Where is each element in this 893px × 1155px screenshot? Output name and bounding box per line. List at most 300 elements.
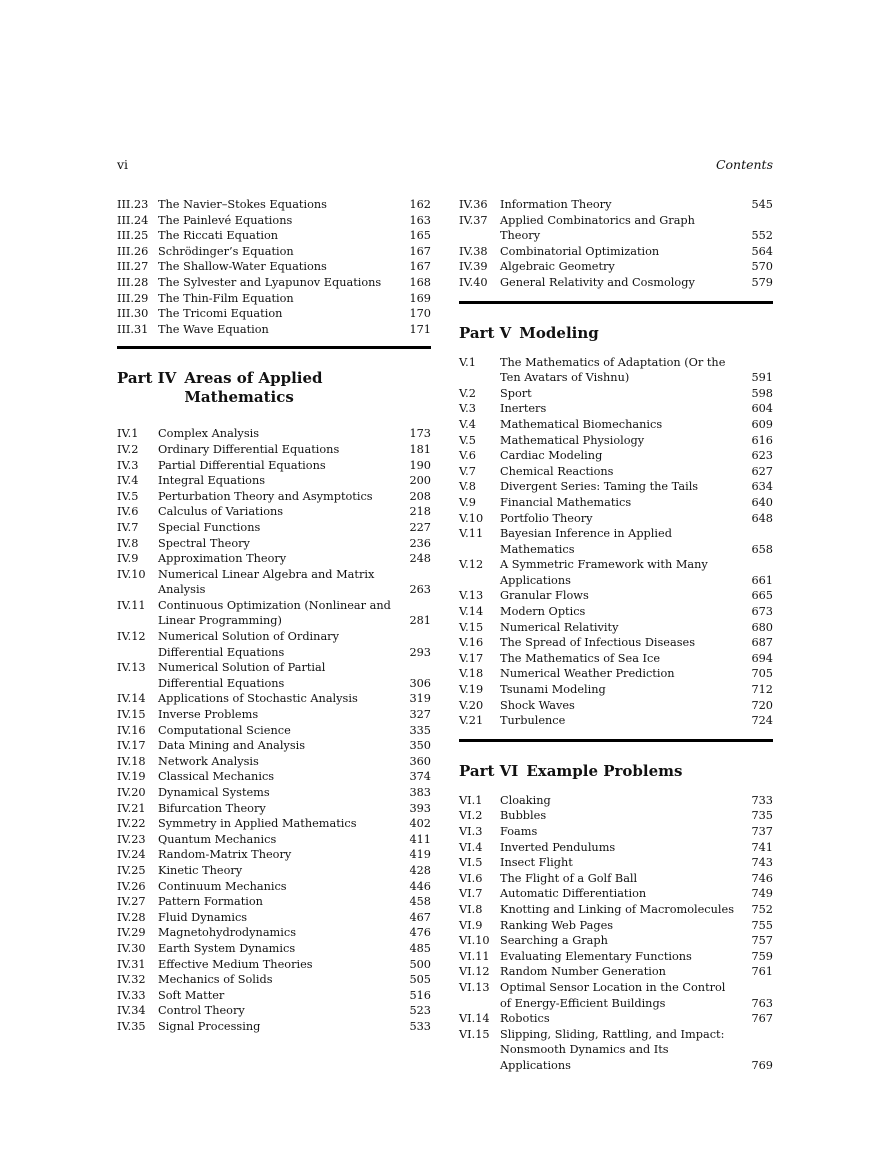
- toc-entry: [459, 259, 773, 275]
- entry-page: 476: [409, 926, 431, 940]
- entry-page: 500: [409, 957, 431, 971]
- entry-page: 293: [409, 645, 431, 659]
- entry-number: V.8: [459, 480, 476, 494]
- entry-number: IV.1: [117, 427, 139, 441]
- entry-title: Sport: [500, 386, 532, 400]
- entry-number: V.20: [459, 698, 484, 712]
- entry-page: 335: [409, 723, 431, 737]
- entry-title: Mechanics of Solids: [158, 973, 273, 987]
- toc-entry: [117, 847, 431, 863]
- part-iii-tail-list: [117, 197, 431, 337]
- entry-page: 552: [751, 229, 773, 243]
- entry-title: The Tricomi Equation: [158, 307, 283, 321]
- entry-number: III.28: [117, 275, 149, 289]
- toc-entry: [117, 894, 431, 910]
- entry-title: A Symmetric Framework with Many Applications: [500, 558, 708, 587]
- entry-page: 640: [751, 495, 773, 509]
- entry-number: III.26: [117, 244, 149, 258]
- toc-entry: [117, 458, 431, 474]
- entry-number: IV.34: [117, 1004, 146, 1018]
- entry-title: Applied Combinatorics and Graph Theory: [500, 213, 695, 243]
- toc-entry: [459, 588, 773, 604]
- toc-entry: [117, 504, 431, 520]
- toc-entry: [459, 698, 773, 714]
- entry-title: Random-Matrix Theory: [158, 848, 292, 862]
- toc-entry: [117, 629, 431, 660]
- entry-page: 168: [409, 275, 431, 289]
- entry-page: 763: [751, 996, 773, 1010]
- entry-number: IV.31: [117, 957, 146, 971]
- entry-title: Inverted Pendulums: [500, 840, 616, 854]
- entry-page: 694: [751, 651, 773, 665]
- entry-title: Knotting and Linking of Macromolecules: [500, 902, 735, 916]
- entry-page: 350: [409, 739, 431, 753]
- entry-title: Calculus of Variations: [158, 505, 284, 519]
- entry-number: IV.23: [117, 832, 146, 846]
- toc-entry: [117, 275, 431, 291]
- entry-number: IV.13: [117, 661, 146, 675]
- toc-entry: [117, 213, 431, 229]
- entry-page: 533: [409, 1019, 431, 1033]
- entry-number: IV.28: [117, 910, 146, 924]
- toc-entry: [459, 557, 773, 588]
- entry-page: 767: [751, 1012, 773, 1026]
- entry-page: 648: [751, 511, 773, 525]
- entry-page: 319: [409, 692, 431, 706]
- toc-entry: [459, 682, 773, 698]
- entry-number: IV.2: [117, 442, 139, 456]
- entry-title: Continuum Mechanics: [158, 879, 287, 893]
- entry-page: 609: [751, 417, 773, 431]
- entry-title: The Navier–Stokes Equations: [158, 198, 327, 211]
- entry-page: 360: [409, 754, 431, 768]
- entry-page: 749: [751, 887, 773, 901]
- toc-entry: [459, 511, 773, 527]
- entry-page: 393: [409, 801, 431, 815]
- toc-entry: [459, 902, 773, 918]
- toc-entry: [117, 520, 431, 536]
- entry-number: V.13: [459, 589, 484, 603]
- entry-number: IV.24: [117, 848, 146, 862]
- entry-number: IV.35: [117, 1019, 146, 1033]
- entry-number: V.9: [459, 495, 476, 509]
- entry-number: IV.16: [117, 723, 146, 737]
- entry-page: 263: [409, 583, 431, 597]
- toc-entry: [117, 910, 431, 926]
- entry-number: VI.12: [459, 965, 490, 979]
- entry-title: Information Theory: [500, 198, 612, 211]
- entry-title: Earth System Dynamics: [158, 941, 296, 955]
- entry-number: V.18: [459, 667, 484, 681]
- entry-page: 673: [751, 605, 773, 619]
- entry-number: IV.27: [117, 895, 146, 909]
- entry-page: 661: [751, 573, 773, 587]
- entry-title: Inerters: [500, 402, 547, 416]
- entry-title: Computational Science: [158, 723, 291, 737]
- section-rule: [459, 739, 773, 742]
- entry-title: Bubbles: [500, 809, 547, 823]
- entry-number: VI.6: [459, 871, 483, 885]
- entry-page: 741: [751, 840, 773, 854]
- toc-entry: [459, 275, 773, 291]
- entry-title: General Relativity and Cosmology: [500, 275, 695, 289]
- entry-title: The Shallow-Water Equations: [158, 260, 327, 274]
- entry-number: IV.3: [117, 458, 139, 472]
- entry-number: VI.14: [459, 1012, 490, 1026]
- toc-entry: [117, 972, 431, 988]
- entry-page: 735: [751, 809, 773, 823]
- entry-title: The Flight of a Golf Ball: [500, 871, 638, 885]
- toc-entry: [117, 707, 431, 723]
- entry-title: Combinatorial Optimization: [500, 244, 660, 258]
- toc-entry: [117, 769, 431, 785]
- entry-number: V.10: [459, 511, 484, 525]
- entry-title: Data Mining and Analysis: [158, 739, 306, 753]
- entry-page: 170: [409, 307, 431, 321]
- entry-title: Integral Equations: [158, 474, 266, 488]
- entry-title: Evaluating Elementary Functions: [500, 949, 692, 963]
- entry-page: 162: [409, 198, 431, 211]
- page-number: vi: [117, 157, 129, 172]
- entry-page: 236: [409, 536, 431, 550]
- entry-page: 428: [409, 863, 431, 877]
- entry-title: Quantum Mechanics: [158, 832, 277, 846]
- entry-title: Bifurcation Theory: [158, 801, 266, 815]
- entry-number: III.23: [117, 198, 149, 211]
- toc-entry: [459, 213, 773, 244]
- entry-number: VI.10: [459, 934, 490, 948]
- toc-entry: [459, 793, 773, 809]
- entry-number: IV.11: [117, 598, 146, 612]
- entry-page: 680: [751, 620, 773, 634]
- entry-number: IV.21: [117, 801, 146, 815]
- entry-page: 746: [751, 871, 773, 885]
- toc-entry: [117, 567, 431, 598]
- entry-number: V.2: [459, 386, 476, 400]
- entry-title: Ordinary Differential Equations: [158, 442, 340, 456]
- entry-number: III.31: [117, 322, 149, 336]
- entry-page: 712: [751, 683, 773, 697]
- toc-entry: [117, 291, 431, 307]
- entry-number: IV.33: [117, 988, 146, 1002]
- toc-entry: [117, 598, 431, 629]
- entry-page: 485: [409, 941, 431, 955]
- entry-title: Numerical Relativity: [500, 620, 619, 634]
- entry-title: Slipping, Sliding, Rattling, and Impact: Nonsmooth Dynamics and Its Applications: [500, 1027, 725, 1072]
- entry-number: III.30: [117, 307, 149, 321]
- entry-title: Soft Matter: [158, 988, 225, 1002]
- entry-number: VI.1: [459, 793, 483, 807]
- entry-number: III.29: [117, 291, 149, 305]
- part-vi-list: [459, 793, 773, 1074]
- toc-entry: [117, 660, 431, 691]
- entry-page: 190: [409, 458, 431, 472]
- toc-entry: [117, 551, 431, 567]
- entry-title: Mathematical Physiology: [500, 433, 645, 447]
- entry-title: Algebraic Geometry: [500, 260, 615, 274]
- entry-page: 616: [751, 433, 773, 447]
- entry-page: 591: [751, 371, 773, 385]
- toc-entry: [459, 918, 773, 934]
- entry-title: Automatic Differentiation: [500, 887, 647, 901]
- entry-title: Numerical Weather Prediction: [500, 667, 675, 681]
- entry-title: Searching a Graph: [500, 934, 608, 948]
- toc-entry: [459, 417, 773, 433]
- entry-title: Financial Mathematics: [500, 495, 632, 509]
- entry-number: VI.2: [459, 809, 483, 823]
- entry-number: IV.4: [117, 474, 139, 488]
- entry-number: IV.29: [117, 926, 146, 940]
- entry-number: V.4: [459, 417, 476, 431]
- toc-entry: [459, 620, 773, 636]
- entry-page: 181: [409, 442, 431, 456]
- entry-page: 458: [409, 895, 431, 909]
- toc-entry: [117, 832, 431, 848]
- entry-title: Signal Processing: [158, 1019, 261, 1033]
- entry-number: VI.8: [459, 902, 483, 916]
- toc-entry: [117, 322, 431, 338]
- toc-entry: [459, 448, 773, 464]
- entry-title: Cloaking: [500, 793, 551, 807]
- entry-number: IV.7: [117, 520, 139, 534]
- part-title: Modeling: [519, 323, 599, 342]
- toc-entry: [117, 754, 431, 770]
- entry-number: IV.9: [117, 552, 139, 566]
- entry-page: 411: [409, 832, 431, 846]
- entry-number: IV.18: [117, 754, 146, 768]
- entry-number: IV.25: [117, 863, 146, 877]
- entry-page: 227: [409, 520, 431, 534]
- toc-entry: [459, 964, 773, 980]
- entry-page: 169: [409, 291, 431, 305]
- entry-page: 171: [409, 322, 431, 336]
- entry-page: 419: [409, 848, 431, 862]
- entry-page: 218: [409, 505, 431, 519]
- part-v-heading: [459, 324, 773, 343]
- entry-page: 516: [409, 988, 431, 1002]
- entry-page: 757: [751, 934, 773, 948]
- entry-title: The Mathematics of Sea Ice: [500, 651, 661, 665]
- right-column: [459, 197, 773, 1074]
- entry-page: 769: [751, 1058, 773, 1072]
- entry-title: The Thin-Film Equation: [158, 291, 294, 305]
- entry-title: Classical Mechanics: [158, 770, 275, 784]
- entry-title: The Riccati Equation: [158, 229, 279, 243]
- toc-entry: [459, 197, 773, 213]
- entry-number: IV.10: [117, 567, 146, 581]
- entry-page: 759: [751, 949, 773, 963]
- entry-title: Continuous Optimization (Nonlinear and Linear Programming): [158, 598, 391, 628]
- entry-number: V.15: [459, 620, 484, 634]
- entry-number: IV.12: [117, 630, 146, 644]
- entry-number: VI.11: [459, 949, 490, 963]
- entry-page: 733: [751, 793, 773, 807]
- part-iv-heading: [117, 369, 431, 407]
- entry-number: V.17: [459, 651, 484, 665]
- toc-entry: [117, 197, 431, 213]
- toc-entry: [459, 244, 773, 260]
- toc-entry: [459, 871, 773, 887]
- entry-page: 167: [409, 244, 431, 258]
- entry-number: V.6: [459, 449, 476, 463]
- entry-number: VI.9: [459, 918, 483, 932]
- entry-number: IV.26: [117, 879, 146, 893]
- entry-page: 634: [751, 480, 773, 494]
- part-label: Part V: [459, 323, 512, 342]
- entry-title: Partial Differential Equations: [158, 458, 326, 472]
- toc-entry: [459, 824, 773, 840]
- toc-entry: [459, 933, 773, 949]
- entry-number: IV.39: [459, 260, 488, 274]
- entry-page: 687: [751, 636, 773, 650]
- entry-page: 208: [409, 489, 431, 503]
- section-rule: [117, 346, 431, 349]
- entry-title: Cardiac Modeling: [500, 449, 603, 463]
- entry-number: IV.5: [117, 489, 139, 503]
- entry-number: VI.5: [459, 856, 483, 870]
- entry-page: 665: [751, 589, 773, 603]
- entry-title: Control Theory: [158, 1004, 245, 1018]
- entry-number: V.5: [459, 433, 476, 447]
- running-title: Contents: [715, 157, 773, 172]
- toc-entry: [459, 840, 773, 856]
- entry-page: 627: [751, 464, 773, 478]
- entry-title: The Mathematics of Adaptation (Or the Ten Avatars of Vishnu): [500, 355, 726, 385]
- entry-page: 743: [751, 856, 773, 870]
- entry-page: 579: [751, 275, 773, 289]
- toc-entry: [459, 401, 773, 417]
- entry-page: 446: [409, 879, 431, 893]
- entry-number: VI.15: [459, 1027, 490, 1041]
- entry-page: 752: [751, 902, 773, 916]
- entry-title: The Sylvester and Lyapunov Equations: [158, 275, 382, 289]
- entry-page: 737: [751, 825, 773, 838]
- toc-entry: [117, 785, 431, 801]
- entry-title: Random Number Generation: [500, 965, 666, 979]
- entry-title: Special Functions: [158, 520, 261, 534]
- entry-page: 564: [751, 244, 773, 258]
- toc-entry: [117, 816, 431, 832]
- toc-entry: [117, 1019, 431, 1035]
- part-label: Part VI: [459, 761, 519, 780]
- entry-page: 281: [409, 614, 431, 628]
- toc-entry: [117, 489, 431, 505]
- entry-title: Portfolio Theory: [500, 511, 593, 525]
- entry-number: IV.6: [117, 505, 139, 519]
- entry-page: 705: [751, 667, 773, 681]
- toc-entry: [459, 526, 773, 557]
- entry-page: 720: [751, 698, 773, 712]
- entry-page: 173: [409, 427, 431, 441]
- entry-page: 658: [751, 542, 773, 556]
- entry-number: V.19: [459, 683, 484, 697]
- toc-entry: [117, 988, 431, 1004]
- entry-number: V.7: [459, 464, 476, 478]
- entry-number: IV.20: [117, 786, 146, 799]
- toc-entry: [117, 941, 431, 957]
- entry-title: Symmetry in Applied Mathematics: [158, 817, 357, 831]
- part-title: Areas of Applied Mathematics: [184, 369, 323, 407]
- entry-title: Ranking Web Pages: [500, 918, 614, 932]
- toc-entry: [117, 1003, 431, 1019]
- toc-entry: [459, 386, 773, 402]
- entry-page: 755: [751, 918, 773, 932]
- entry-title: Effective Medium Theories: [158, 957, 313, 971]
- entry-page: 165: [409, 229, 431, 243]
- toc-entry: [459, 808, 773, 824]
- toc-entry: [459, 666, 773, 682]
- toc-entry: [459, 355, 773, 386]
- entry-number: V.16: [459, 636, 484, 650]
- entry-page: 598: [751, 386, 773, 400]
- entry-title: Divergent Series: Taming the Tails: [500, 480, 699, 494]
- entry-number: IV.40: [459, 275, 488, 289]
- part-iv-tail-list: [459, 197, 773, 291]
- toc-entry: [117, 925, 431, 941]
- entry-number: IV.19: [117, 770, 146, 784]
- entry-number: V.12: [459, 558, 484, 572]
- entry-title: Applications of Stochastic Analysis: [158, 692, 358, 706]
- entry-title: Optimal Sensor Location in the Control of Energy-Efficient Buildings: [500, 980, 726, 1010]
- entry-title: Chemical Reactions: [500, 464, 614, 478]
- part-iv-list: [117, 426, 431, 1034]
- entry-title: Magnetohydrodynamics: [158, 926, 297, 940]
- entry-number: VI.7: [459, 887, 483, 901]
- entry-number: IV.38: [459, 244, 488, 258]
- entry-title: Inverse Problems: [158, 708, 259, 722]
- entry-number: VI.3: [459, 825, 483, 838]
- entry-page: 523: [409, 1004, 431, 1018]
- entry-title: Granular Flows: [500, 589, 589, 603]
- entry-title: Schrödinger’s Equation: [158, 244, 294, 258]
- part-label: Part IV: [117, 369, 177, 388]
- toc-entry: [459, 855, 773, 871]
- entry-number: IV.14: [117, 692, 146, 706]
- toc-entry: [459, 713, 773, 729]
- entry-title: The Spread of Infectious Diseases: [500, 636, 695, 650]
- toc-entry: [459, 651, 773, 667]
- entry-page: 327: [409, 708, 431, 722]
- toc-entry: [459, 479, 773, 495]
- entry-title: Bayesian Inference in Applied Mathematics: [500, 527, 672, 556]
- toc-entry: [459, 495, 773, 511]
- toc-entry: [117, 244, 431, 260]
- toc-entry: [459, 980, 773, 1011]
- entry-number: III.25: [117, 229, 149, 243]
- toc-entry: [459, 604, 773, 620]
- entry-page: 570: [751, 260, 773, 274]
- entry-title: Complex Analysis: [158, 427, 260, 441]
- entry-page: 623: [751, 449, 773, 463]
- entry-number: V.14: [459, 605, 484, 619]
- toc-entry: [459, 635, 773, 651]
- part-v-list: [459, 355, 773, 729]
- toc-entry: [117, 879, 431, 895]
- part-vi-heading: [459, 762, 773, 781]
- toc-entry: [117, 863, 431, 879]
- entry-title: Shock Waves: [500, 698, 575, 712]
- entry-number: V.1: [459, 355, 476, 369]
- toc-entry: [459, 886, 773, 902]
- toc-entry: [117, 442, 431, 458]
- entry-number: IV.32: [117, 973, 146, 987]
- entry-page: 383: [409, 786, 431, 799]
- toc-entry: [459, 433, 773, 449]
- entry-title: Mathematical Biomechanics: [500, 417, 663, 431]
- entry-number: IV.15: [117, 708, 146, 722]
- entry-page: 200: [409, 474, 431, 488]
- toc-entry: [459, 1027, 773, 1074]
